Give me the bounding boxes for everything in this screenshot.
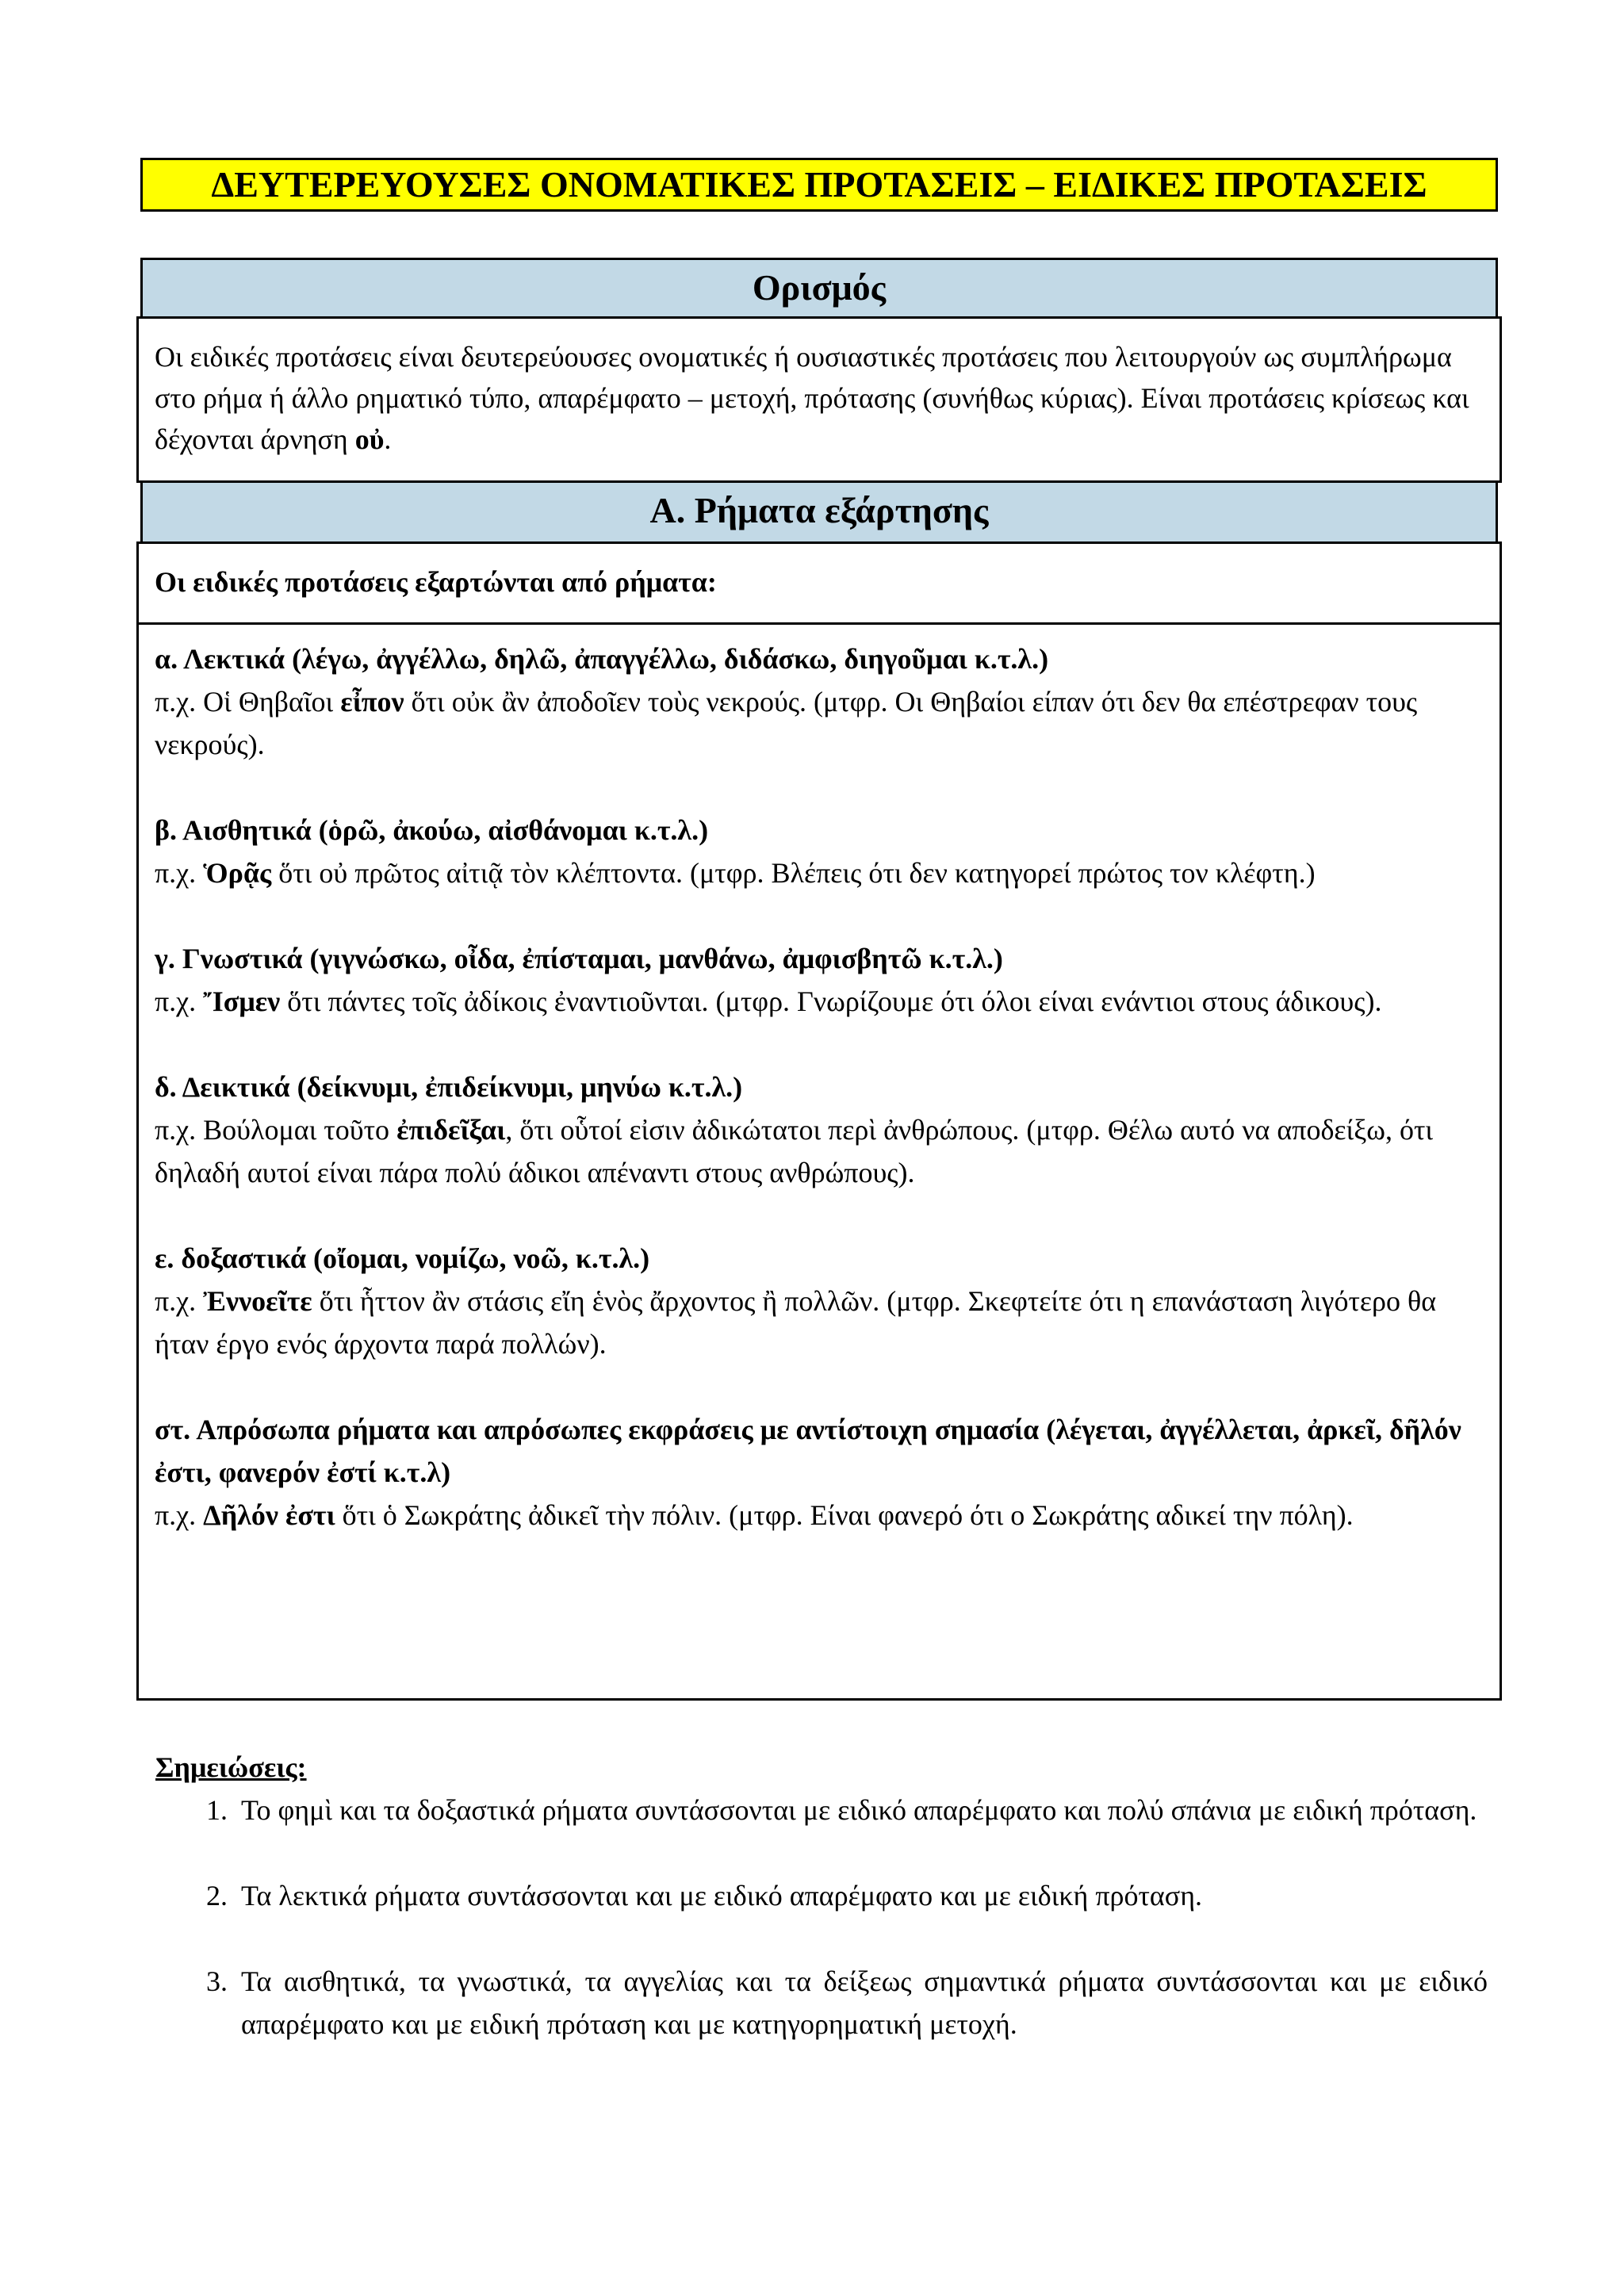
verb-group — [155, 1237, 1484, 1365]
definition-header: Ορισμός — [140, 258, 1498, 318]
example-prefix: π.χ. Βούλομαι τοῦτο — [155, 1114, 397, 1146]
example-text: ὅτι ὁ Σωκράτης ἀδικεῖ τὴν πόλιν. (μτφρ. Είναι φανερό ότι ο Σωκράτης αδικεί την πόλη). — [335, 1499, 1354, 1531]
page-title: ΔΕΥΤΕΡΕΥΟΥΣΕΣ ΟΝΟΜΑΤΙΚΕΣ ΠΡΟΤΑΣΕΙΣ – ΕΙΔΙΚΕΣ ΠΡΟΤΑΣΕΙΣ — [140, 158, 1498, 212]
verbs-intro: Οι ειδικές προτάσεις εξαρτώνται από ρήματα: — [139, 544, 1500, 625]
example-verb: Δῆλόν ἐστι — [203, 1499, 335, 1531]
verbs-box — [136, 541, 1502, 1701]
negation-particle: οὐ — [354, 423, 385, 455]
example-prefix: π.χ. — [155, 1499, 204, 1531]
verb-group — [155, 809, 1484, 894]
verbs-list — [139, 625, 1500, 1536]
verb-group-title: δ. Δεικτικά (δείκνυμι, ἐπιδείκνυμι, μηνύω κ.τ.λ.) — [155, 1071, 743, 1103]
example-text: ὅτι πάντες τοῖς ἀδίκοις ἐναντιοῦνται. (μτφρ. Γνωρίζουμε ότι όλοι είναι ενάντιοι στους άδικους). — [280, 985, 1382, 1017]
verb-group-example — [155, 1108, 1484, 1194]
example-prefix: π.χ. — [155, 985, 204, 1017]
example-verb: Ἴσμεν — [203, 985, 281, 1017]
example-verb: Ὁρᾷς — [203, 857, 272, 889]
note-item: 1. Το φημὶ και τα δοξαστικά ρήματα συντάσσονται με ειδικό απαρέμφατο και πολύ σπάνια με ειδική πρόταση. — [235, 1789, 1488, 1831]
verb-group — [155, 637, 1484, 766]
example-verb: Ἐννοεῖτε — [203, 1285, 312, 1317]
definition-text-end: . — [384, 423, 392, 455]
example-text: ὅτι οὐ πρῶτος αἰτιᾷ τὸν κλέπτοντα. (μτφρ. Βλέπεις ότι δεν κατηγορεί πρώτος τον κλέφτη.) — [271, 857, 1316, 889]
example-text: ὅτι οὐκ ἂν ἀποδοῖεν τοὺς νεκρούς. (μτφρ. Οι Θηβαίοι είπαν ότι δεν θα επέστρεφαν τους νεκρούς). — [155, 686, 1418, 760]
example-verb: εἶπον — [340, 686, 404, 718]
example-verb: ἐπιδεῖξαι — [396, 1114, 506, 1146]
verb-group-title: ε. δοξαστικά (οἴομαι, νομίζω, νοῶ, κ.τ.λ.) — [155, 1242, 650, 1274]
verb-group-example — [155, 980, 1484, 1023]
notes-section — [155, 1746, 1488, 2045]
definition-box — [136, 316, 1502, 483]
verb-group-title: β. Αισθητικά (ὁρῶ, ἀκούω, αἰσθάνομαι κ.τ.λ.) — [155, 814, 709, 846]
verb-group-example — [155, 680, 1484, 766]
verb-group-title: γ. Γνωστικά (γιγνώσκω, οἶδα, ἐπίσταμαι, μανθάνω, ἀμφισβητῶ κ.τ.λ.) — [155, 943, 1003, 974]
note-item: 2. Τα λεκτικά ρήματα συντάσσονται και με ειδικό απαρέμφατο και με ειδική πρόταση. — [235, 1874, 1488, 1917]
verb-group-example — [155, 1280, 1484, 1365]
verb-group — [155, 937, 1484, 1023]
notes-title: Σημειώσεις: — [155, 1751, 307, 1783]
verb-group-title: στ. Απρόσωπα ρήματα και απρόσωπες εκφράσεις με αντίστοιχη σημασία (λέγεται, ἀγγέλλεται, ἀρκεῖ, δῆλόν ἐστι, φανερόν ἐστί κ.τ.λ) — [155, 1414, 1461, 1488]
example-prefix: π.χ. Οἱ Θηβαῖοι — [155, 686, 341, 718]
verb-group — [155, 1408, 1484, 1536]
verb-group-example — [155, 1494, 1484, 1536]
verb-group — [155, 1066, 1484, 1194]
note-item: 3. Τα αισθητικά, τα γνωστικά, τα αγγελίας και τα δείξεως σημαντικά ρήματα συντάσσονται και με ειδικό απαρέμφατο και με ειδική πρόταση και με κατηγορηματική μετοχή. — [235, 1960, 1488, 2045]
definition-text: Οι ειδικές προτάσεις είναι δευτερεύουσες ονοματικές ή ουσιαστικές προτάσεις που λειτουργούν ως συμπλήρωμα στο ρήμα ή άλλο ρηματικό τύπο, απαρέμφατο – μετοχή, πρότασης (συνήθως κύριας). Είναι προτάσεις κρίσεως και δέχονται άρνηση — [155, 341, 1469, 455]
example-prefix: π.χ. — [155, 1285, 204, 1317]
verbs-header: Α. Ρήματα εξάρτησης — [140, 483, 1498, 543]
example-text: ὅτι ἧττον ἂν στάσις εἴη ἑνὸς ἄρχοντος ἢ πολλῶν. (μτφρ. Σκεφτείτε ότι η επανάσταση λιγότερο θα ήταν έργο ενός άρχοντα παρά πολλών). — [155, 1285, 1437, 1360]
verb-group-title: α. Λεκτικά (λέγω, ἀγγέλλω, δηλῶ, ἀπαγγέλλω, διδάσκω, διηγοῦμαι κ.τ.λ.) — [155, 643, 1049, 675]
verb-group-example — [155, 851, 1484, 894]
example-text: , ὅτι οὗτοί εἰσιν ἀδικώτατοι περὶ ἀνθρώπους. (μτφρ. Θέλω αυτό να αποδείξω, ότι δηλαδή αυτοί είναι πάρα πολύ άδικοι απέναντι στους ανθρώπους). — [155, 1114, 1434, 1188]
example-prefix: π.χ. — [155, 857, 204, 889]
notes-list — [155, 1789, 1488, 2045]
